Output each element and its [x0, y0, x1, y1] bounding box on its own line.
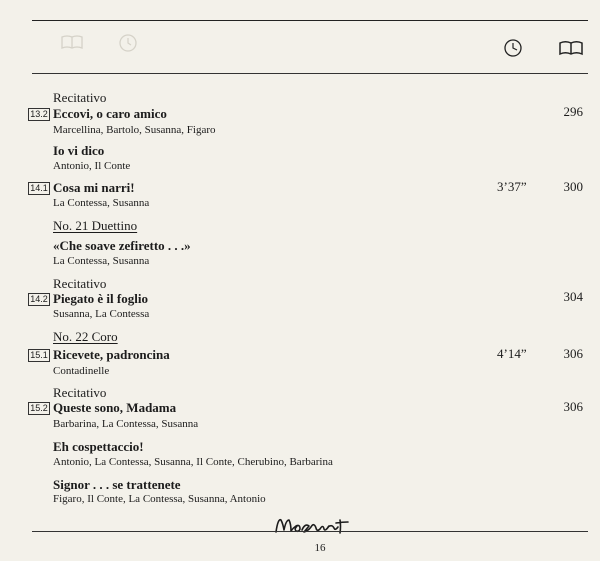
item-cast: Barbarina, La Contessa, Susanna [53, 418, 199, 430]
mozart-signature [272, 512, 356, 543]
item-title: Signor . . . se trattenete [53, 477, 181, 492]
clock-icon [503, 38, 523, 63]
section-label: Recitativo [53, 385, 107, 400]
book-icon [558, 40, 584, 61]
track-badge: 14.2 [28, 293, 50, 306]
item-cast: Figaro, Il Conte, La Contessa, Susanna, Antonio [53, 493, 266, 505]
section-label: No. 22 Coro [53, 329, 118, 344]
item-title: Queste sono, Madama [53, 400, 177, 415]
page-number: 304 [563, 289, 583, 304]
item-title: Io vi dico [53, 143, 105, 158]
item-title: Eh cospettaccio! [53, 439, 144, 454]
ghost-clock-icon [118, 33, 138, 58]
page-folio: 16 [314, 542, 326, 554]
track-badge: 15.2 [28, 402, 50, 415]
track-badge: 14.1 [28, 182, 50, 195]
track-badge: 15.1 [28, 349, 50, 362]
item-title: «Che soave zefiretto . . .» [53, 238, 191, 253]
item-cast: La Contessa, Susanna [53, 255, 150, 267]
item-title: Eccovi, o caro amico [53, 106, 167, 121]
item-cast: Susanna, La Contessa [53, 308, 150, 320]
section-label: Recitativo [53, 90, 107, 105]
duration: 4’14” [497, 346, 527, 361]
item-cast: Contadinelle [53, 365, 110, 377]
item-cast: Marcellina, Bartolo, Susanna, Figaro [53, 124, 216, 136]
section-label: No. 21 Duettino [53, 218, 138, 233]
item-title: Piegato è il foglio [53, 291, 148, 306]
page-number: 306 [563, 399, 583, 414]
top-rule [32, 20, 588, 21]
item-cast: Antonio, Il Conte [53, 160, 131, 172]
header-rule [32, 73, 588, 74]
item-cast: La Contessa, Susanna [53, 197, 150, 209]
page-number: 306 [563, 346, 583, 361]
page-number: 296 [563, 104, 583, 119]
page-number: 300 [563, 179, 583, 194]
duration: 3’37” [497, 179, 527, 194]
item-cast: Antonio, La Contessa, Susanna, Il Conte, Cherubino, Barbarina [53, 456, 333, 468]
section-label: Recitativo [53, 276, 107, 291]
track-badge: 13.2 [28, 108, 50, 121]
ghost-book-icon [60, 34, 84, 55]
item-title: Ricevete, padroncina [53, 347, 170, 362]
footer-rule [32, 531, 588, 532]
item-title: Cosa mi narri! [53, 180, 135, 195]
